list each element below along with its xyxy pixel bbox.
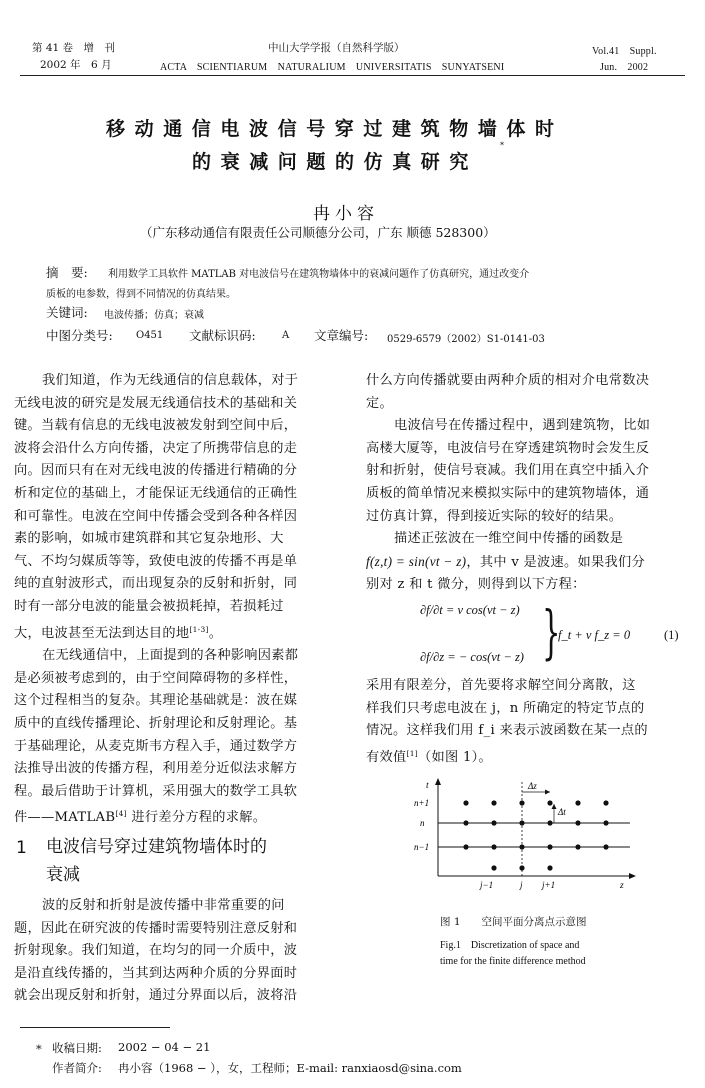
grid-node xyxy=(491,844,496,849)
text-line: 时有一部分电波的能量会被损耗掉，若损耗过 xyxy=(14,598,284,614)
text-run: 。 xyxy=(208,625,223,641)
article-no-value: 0529-6579（2002）S1-0141-03 xyxy=(387,334,545,345)
keywords-value: 电波传播；仿真；衰减 xyxy=(104,310,204,321)
grid-node xyxy=(575,820,580,825)
grid-nodes xyxy=(463,800,608,870)
text-line: 向。因而只有在对无线电波的传播进行精确的分 xyxy=(14,463,298,479)
doc-code-label: 文献标识码: xyxy=(189,328,256,343)
text-run: （如图 1）。 xyxy=(418,749,493,765)
grid-node xyxy=(603,844,608,849)
left-column-section1 xyxy=(14,895,344,1008)
text-line: 析和定位的基础上，才能保证无线通信的正确性 xyxy=(14,485,298,501)
grid-node xyxy=(491,820,496,825)
text-line: 电波信号在传播过程中，遇到建筑物，比如 xyxy=(394,418,651,434)
doc-code-value: A xyxy=(282,330,290,341)
author-bio: 冉小容（1968 − ），女，工程师；E-mail: ranxiaosd@sina.com xyxy=(118,1061,462,1075)
citation-ref: [1] xyxy=(406,748,418,758)
clc-value: O451 xyxy=(136,330,164,341)
grid-node xyxy=(575,800,580,805)
text-line: 描述正弦波在一维空间中传播的函数是 xyxy=(394,531,624,547)
text-line: 无线电波的研究是发展无线通信技术的基础和关 xyxy=(14,395,298,411)
section-number: 1 xyxy=(16,838,27,858)
header-journal-cn: 中山大学学报（自然科学版） xyxy=(268,42,405,54)
abstract-line2: 质板的电参数，得到不同情况的仿真结果。 xyxy=(46,289,236,300)
text-line: 这个过程相当的复杂。其理论基础就是：波在媒 xyxy=(14,693,298,709)
t-axis-label: t xyxy=(426,781,429,791)
text-line: 题，因此在研究波的传播时需要特别注意反射和 xyxy=(14,920,298,936)
text-line: 样我们只考虑电波在 j，n 所确定的特定节点的 xyxy=(366,700,645,716)
header-volume-cn: 第 41 卷 增 刊 xyxy=(32,42,116,54)
grid-node xyxy=(519,865,524,870)
text-line: 折射现象。我们知道，在均匀的同一介质中，波 xyxy=(14,943,298,959)
footnote-mark: * xyxy=(36,1042,42,1056)
dz-label: Δz xyxy=(528,781,537,791)
col-label-j-plus-1: j+1 xyxy=(542,880,556,890)
footnote-rule xyxy=(20,1027,170,1028)
text-line: 质中的直线传播理论、折射理论和反射理论。基 xyxy=(14,715,298,731)
grid-node xyxy=(547,844,552,849)
title-footnote-mark: * xyxy=(500,141,504,150)
grid-node xyxy=(519,844,524,849)
equation-result: f_t + v f_z = 0 xyxy=(558,628,631,642)
text-line: 别对 z 和 t 微分，则得到以下方程： xyxy=(366,577,586,593)
text-line: 什么方向传播就要由两种介质的相对介电常数决 xyxy=(366,373,650,388)
text-run: 有效值 xyxy=(366,749,407,765)
article-title-line2: 的衰减问题的仿真研究 xyxy=(192,151,479,173)
equation-number: (1) xyxy=(664,628,679,642)
t-axis-arrow xyxy=(435,778,441,785)
text-line: 是必须被考虑到的，由于空间障碍物的多样性， xyxy=(14,670,298,686)
text-line xyxy=(366,551,696,575)
figure-1-grid xyxy=(410,776,640,892)
right-column xyxy=(366,370,696,597)
text-line: 程。最后借助于计算机，采用强大的数学工具软 xyxy=(14,783,298,799)
text-line: 质板的简单情况来模拟实际中的建筑物墙体，通 xyxy=(366,485,650,501)
header-rule xyxy=(20,75,685,76)
grid-node xyxy=(463,800,468,805)
text-run: 进行差分方程的求解。 xyxy=(126,810,267,826)
text-line: 射和折射，使信号衰减。我们用在真空中插入介 xyxy=(366,463,650,479)
text-run: ，其中 v 是波速。如果我们分 xyxy=(466,554,645,570)
col-label-j-minus-1: j−1 xyxy=(480,880,494,890)
text-line xyxy=(14,619,344,646)
text-line: 波将会沿什么方向传播，决定了所携带信息的走 xyxy=(14,440,298,456)
received-date: 2002 − 04 − 21 xyxy=(118,1040,211,1054)
article-no-label: 文章编号: xyxy=(314,328,369,343)
citation-ref: [4] xyxy=(115,809,127,819)
text-run: 件——MATLAB xyxy=(14,810,116,826)
header-journal-latin: ACTA SCIENTIARUM NATURALIUM UNIVERSITATIS SUNYATSENI xyxy=(160,62,505,73)
text-line: 情况。这样我们用 f_i 来表示波函数在某一点的 xyxy=(366,723,648,739)
text-line: 采用有限差分，首先要将求解空间分离散，这 xyxy=(366,678,636,693)
abstract-label: 摘 要: xyxy=(46,265,88,280)
grid-node xyxy=(547,865,552,870)
keywords-label: 关键词: xyxy=(46,305,88,320)
text-line: 纯的直射波形式，而出现复杂的反射和折射，同 xyxy=(14,576,298,592)
equation-brace: } xyxy=(542,598,561,666)
text-line: 法推导出波的传播方程，利用差分近似法求解方 xyxy=(14,761,298,777)
figure-caption-en-2: time for the finite difference method xyxy=(440,956,586,967)
author-affiliation: （广东移动通信有限责任公司顺德分公司，广东 顺德 528300） xyxy=(140,225,496,240)
z-axis-label: z xyxy=(620,881,624,891)
dz-arrow xyxy=(545,790,550,795)
text-line xyxy=(14,803,344,830)
text-line: 高楼大厦等，电波信号在穿透建筑物时会发生反 xyxy=(366,440,650,456)
text-line: 定。 xyxy=(366,395,393,411)
equation-row-1: ∂f/∂t = v cos(vt − z) xyxy=(420,603,520,617)
z-axis-arrow xyxy=(629,873,636,879)
figure-caption-cn: 图 1 空间平面分离点示意图 xyxy=(440,916,587,928)
abstract-line1: 利用数学工具软件 MATLAB 对电波信号在建筑物墙体中的衰减问题作了仿真研究，通过改变介 xyxy=(108,269,530,280)
header-date-cn: 2002 年 6 月 xyxy=(40,59,112,71)
received-label: 收稿日期: xyxy=(52,1041,102,1055)
grid-node xyxy=(547,820,552,825)
clc-label: 中图分类号: xyxy=(46,328,113,343)
grid-node xyxy=(463,844,468,849)
section-title-line1: 电波信号穿过建筑物墙体时的 xyxy=(46,837,267,857)
text-line xyxy=(366,743,696,770)
left-column xyxy=(14,370,344,830)
citation-ref: [1-3] xyxy=(189,624,209,634)
row-label-n: n xyxy=(420,818,425,828)
text-line: 是沿直线传播的，当其到达两种介质的分界面时 xyxy=(14,965,298,981)
author-name: 冉小容 xyxy=(313,204,379,224)
grid-node xyxy=(547,800,552,805)
text-line: 就会出现反射和折射，通过分界面以后，波将沿 xyxy=(14,988,298,1004)
dt-label: Δt xyxy=(558,807,566,817)
text-line: 素的影响，如城市建筑群和其它复杂地形、大 xyxy=(14,531,284,547)
grid-node xyxy=(519,820,524,825)
dt-arrow xyxy=(552,804,557,809)
text-line: 和可靠性。电波在空间中传播会受到各种各样因 xyxy=(14,508,298,524)
row-label-n-plus-1: n+1 xyxy=(414,798,430,808)
text-line: 于基础理论，从麦克斯韦方程入手，通过数学方 xyxy=(14,738,298,754)
figure-caption-en-1: Fig.1 Discretization of space and xyxy=(440,940,580,951)
bio-label: 作者简介: xyxy=(52,1061,102,1075)
grid-node xyxy=(491,865,496,870)
section-title-line2: 衰减 xyxy=(46,865,80,885)
text-line: 键。当载有信息的无线电波被发射到空间中后， xyxy=(14,418,298,434)
text-line: 气、不均匀媒质等等，致使电波的传播不再是单 xyxy=(14,553,298,569)
right-column-lower xyxy=(366,675,696,769)
text-line: 波的反射和折射是波传播中非常重要的问 xyxy=(42,898,285,913)
text-line: 在无线通信中，上面提到的各种影响因素都 xyxy=(42,648,299,664)
grid-node xyxy=(603,820,608,825)
article-title-line1: 移动通信电波信号穿过建筑物墙体时 xyxy=(106,118,564,140)
text-line: 我们知道，作为无线通信的信息载体，对于 xyxy=(42,373,299,388)
text-run: 大，电波甚至无法到达目的地 xyxy=(14,625,190,641)
text-line: 过仿真计算，得到接近实际的较好的结果。 xyxy=(366,508,623,524)
col-label-j: j xyxy=(520,880,523,890)
grid-node xyxy=(575,844,580,849)
grid-node xyxy=(463,820,468,825)
grid-node xyxy=(491,800,496,805)
header-date-en: Jun. 2002 xyxy=(600,62,649,73)
grid-node xyxy=(519,800,524,805)
header-volume-en: Vol.41 Suppl. xyxy=(592,46,657,57)
row-label-n-minus-1: n−1 xyxy=(414,842,430,852)
inline-formula: f(z,t) = sin(vt − z) xyxy=(366,553,467,569)
grid-node xyxy=(603,800,608,805)
equation-row-2: ∂f/∂z = − cos(vt − z) xyxy=(420,650,524,664)
